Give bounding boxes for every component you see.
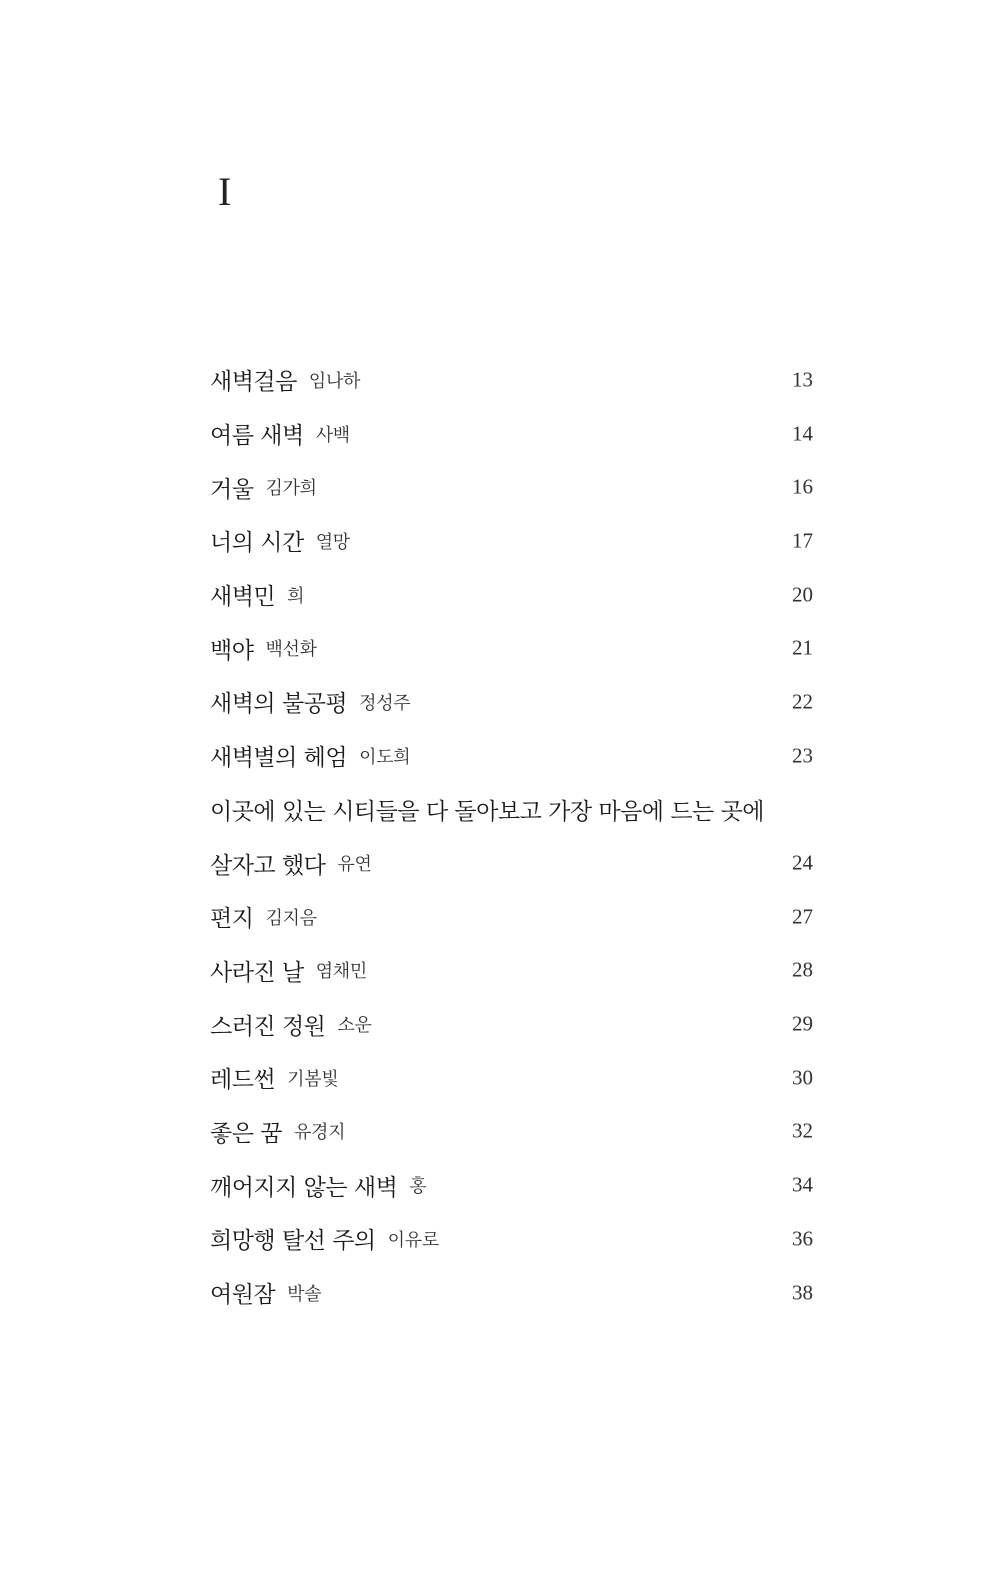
toc-entry-page: 34 <box>792 1172 813 1197</box>
toc-entry <box>210 997 813 1051</box>
toc-entry <box>210 1105 813 1159</box>
toc-entry-page: 30 <box>792 1065 813 1090</box>
toc-entry-page: 27 <box>792 904 813 929</box>
toc-entry-page: 13 <box>792 367 813 392</box>
toc-entry-author: 박솔 <box>287 1283 322 1305</box>
toc-entry-title: 레드썬 <box>210 1067 276 1094</box>
toc-entry-title: 좋은 꿈 <box>210 1120 282 1147</box>
toc-entry-author: 희 <box>287 585 305 607</box>
toc-entry-title: 살자고 했다 <box>210 852 326 879</box>
toc-entry <box>210 1266 813 1320</box>
toc-entry-author: 임나하 <box>308 370 361 392</box>
toc-entry-page: 32 <box>792 1118 813 1143</box>
toc-entry-title: 거울 <box>210 476 254 503</box>
toc-entry <box>210 836 813 890</box>
toc-entry-author: 김지음 <box>265 907 317 929</box>
toc-entry <box>210 1212 813 1266</box>
toc-entry-title-continued <box>210 783 813 837</box>
toc-entry <box>210 1051 813 1105</box>
toc-entry-author: 유경지 <box>293 1122 346 1144</box>
toc-entry-author: 유연 <box>337 854 372 876</box>
toc-entry-title: 여름 새벽 <box>210 423 304 450</box>
toc-entry-author: 홍 <box>409 1176 427 1198</box>
toc-entry-page: 22 <box>792 689 813 714</box>
toc-entry-title: 새벽걸음 <box>210 369 297 396</box>
toc-entry <box>210 675 813 729</box>
toc-entry-author: 기봄빛 <box>287 1068 339 1090</box>
toc-entry-page: 14 <box>792 421 813 446</box>
toc-entry <box>210 890 813 944</box>
toc-entry <box>210 729 813 783</box>
toc-entry-title: 희망행 탈선 주의 <box>210 1228 376 1255</box>
toc-entry <box>210 460 813 514</box>
toc-entry-page: 29 <box>792 1011 813 1036</box>
toc-entry-author: 이도희 <box>359 746 411 768</box>
toc-entry-author: 소운 <box>337 1015 372 1037</box>
toc-entry-page: 20 <box>792 582 813 607</box>
toc-entry-author: 열망 <box>315 531 350 553</box>
toc-entry <box>210 568 813 622</box>
toc-entry-title: 너의 시간 <box>210 530 304 557</box>
toc-entry-page: 24 <box>792 850 813 875</box>
toc-entry-author: 염채민 <box>315 961 367 983</box>
toc-entry-title: 새벽민 <box>210 584 276 611</box>
toc-entry <box>210 1158 813 1212</box>
toc-entry-page: 36 <box>792 1226 813 1251</box>
toc-entry <box>210 353 813 407</box>
toc-entry-author: 사백 <box>315 424 350 446</box>
toc-entry <box>210 944 813 998</box>
toc-entry-author: 정성주 <box>359 692 411 714</box>
toc-entry-page: 23 <box>792 743 813 768</box>
toc-entry-page: 38 <box>792 1280 813 1305</box>
toc-entry <box>210 514 813 568</box>
table-of-contents <box>210 353 813 1319</box>
toc-entry-title: 깨어지지 않는 새벽 <box>210 1174 398 1201</box>
toc-entry-title: 편지 <box>210 906 254 933</box>
toc-entry-title: 사라진 날 <box>210 959 304 986</box>
toc-entry-author: 이유로 <box>387 1229 439 1251</box>
toc-entry-page: 28 <box>792 957 813 982</box>
toc-entry <box>210 621 813 675</box>
toc-entry-page: 21 <box>792 635 813 660</box>
toc-entry-title: 백야 <box>210 637 254 664</box>
toc-entry <box>210 407 813 461</box>
toc-entry-author: 백선화 <box>265 639 317 661</box>
toc-entry-title: 여원잠 <box>210 1282 276 1309</box>
toc-entry-title: 스러진 정원 <box>210 1013 326 1040</box>
toc-entry-page: 16 <box>792 474 813 499</box>
section-numeral: I <box>218 169 232 214</box>
toc-entry-title: 새벽별의 헤엄 <box>210 745 348 772</box>
toc-entry-author: 김가희 <box>265 478 317 500</box>
toc-entry-page: 17 <box>792 528 813 553</box>
toc-entry-title: 이곳에 있는 시티들을 다 돌아보고 가장 마음에 드는 곳에 <box>210 798 765 825</box>
toc-entry-title: 새벽의 불공평 <box>210 691 348 718</box>
